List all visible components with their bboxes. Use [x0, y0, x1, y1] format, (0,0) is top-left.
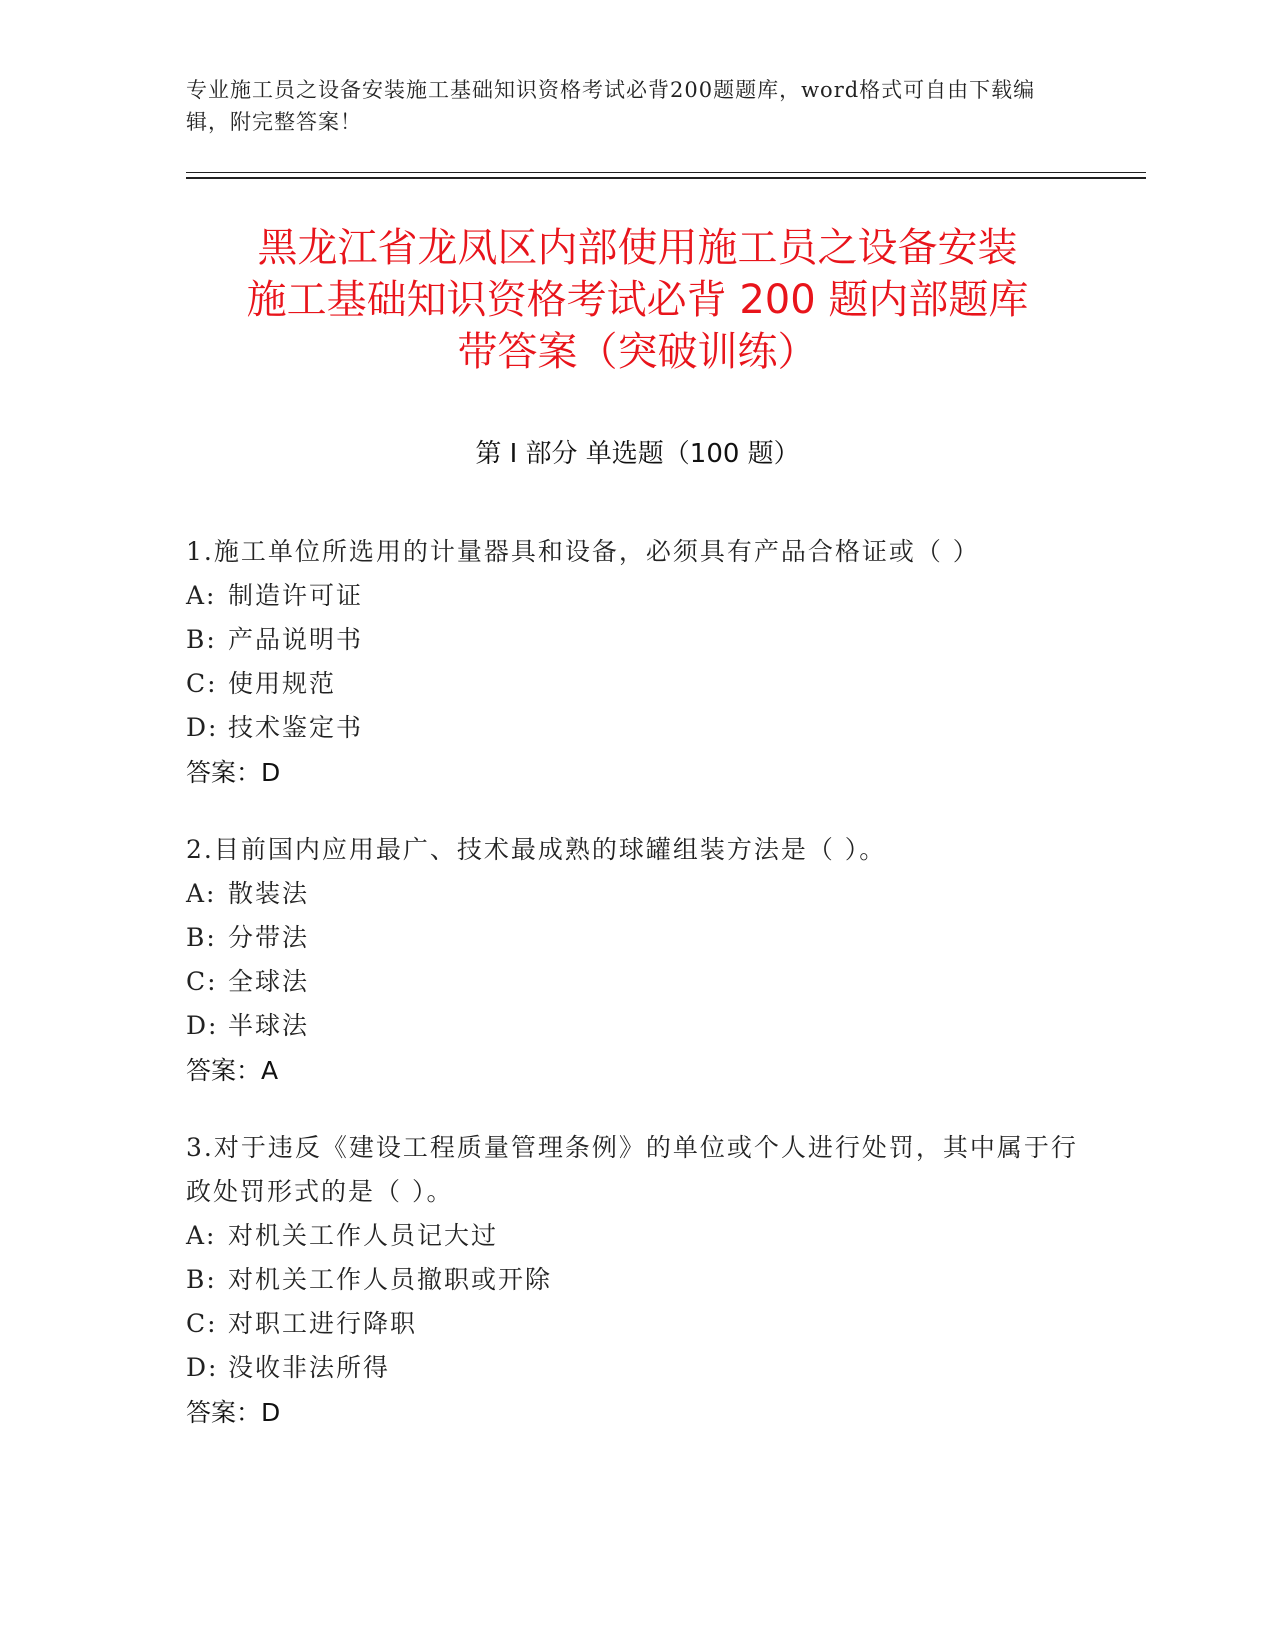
question-3	[186, 1126, 1086, 1436]
option-text: 产品说明书	[228, 625, 364, 654]
option-text: 没收非法所得	[228, 1353, 391, 1382]
option-d	[186, 1004, 1086, 1048]
option-b	[186, 1258, 1086, 1302]
option-text: 对机关工作人员撤职或开除	[228, 1265, 553, 1294]
option-key: A:	[186, 1221, 217, 1250]
option-a	[186, 872, 1086, 916]
option-a	[186, 1214, 1086, 1258]
question-list	[186, 530, 1086, 1468]
question-2	[186, 828, 1086, 1094]
option-b	[186, 618, 1086, 662]
option-b	[186, 916, 1086, 960]
option-key: D:	[186, 1353, 219, 1382]
question-answer: 答案：D	[186, 1398, 281, 1427]
question-answer: 答案：D	[186, 758, 281, 787]
question-stem: 2.目前国内应用最广、技术最成熟的球罐组装方法是（ ）。	[186, 835, 887, 864]
option-c	[186, 662, 1086, 706]
option-key: C:	[186, 967, 218, 996]
header-rule-thick	[186, 177, 1146, 179]
option-text: 技术鉴定书	[228, 713, 364, 742]
header-rule-thin	[186, 172, 1146, 173]
question-stem: 3.对于违反《建设工程质量管理条例》的单位或个人进行处罚，其中属于行政处罚形式的是（ ）。	[186, 1133, 1078, 1206]
option-text: 对机关工作人员记大过	[228, 1221, 499, 1250]
title-line-2: 施工基础知识资格考试必背 200 题内部题库	[246, 277, 1029, 323]
option-key: D:	[186, 1011, 219, 1040]
option-key: A:	[186, 879, 217, 908]
option-text: 半球法	[228, 1011, 310, 1040]
header-note: 专业施工员之设备安装施工基础知识资格考试必背200题题库，word格式可自由下载编辑，附完整答案！	[186, 78, 1036, 134]
option-c	[186, 1302, 1086, 1346]
option-a	[186, 574, 1086, 618]
option-key: D:	[186, 713, 219, 742]
option-key: A:	[186, 581, 217, 610]
option-text: 分带法	[228, 923, 310, 952]
question-1	[186, 530, 1086, 796]
title-line-1: 黑龙江省龙凤区内部使用施工员之设备安装	[257, 225, 1018, 271]
option-d	[186, 706, 1086, 750]
option-key: C:	[186, 669, 218, 698]
option-c	[186, 960, 1086, 1004]
option-text: 全球法	[228, 967, 310, 996]
option-text: 制造许可证	[228, 581, 364, 610]
question-answer: 答案：A	[186, 1056, 279, 1085]
option-text: 对职工进行降职	[228, 1309, 418, 1338]
question-stem: 1.施工单位所选用的计量器具和设备，必须具有产品合格证或（ ）	[186, 537, 980, 566]
option-key: B:	[186, 625, 217, 654]
document-title	[150, 222, 1125, 378]
option-text: 使用规范	[228, 669, 337, 698]
option-key: C:	[186, 1309, 218, 1338]
option-d	[186, 1346, 1086, 1390]
section-heading: 第 I 部分 单选题（100 题）	[475, 439, 800, 469]
title-line-3: 带答案（突破训练）	[457, 329, 818, 375]
option-key: B:	[186, 1265, 217, 1294]
option-text: 散装法	[228, 879, 310, 908]
option-key: B:	[186, 923, 217, 952]
